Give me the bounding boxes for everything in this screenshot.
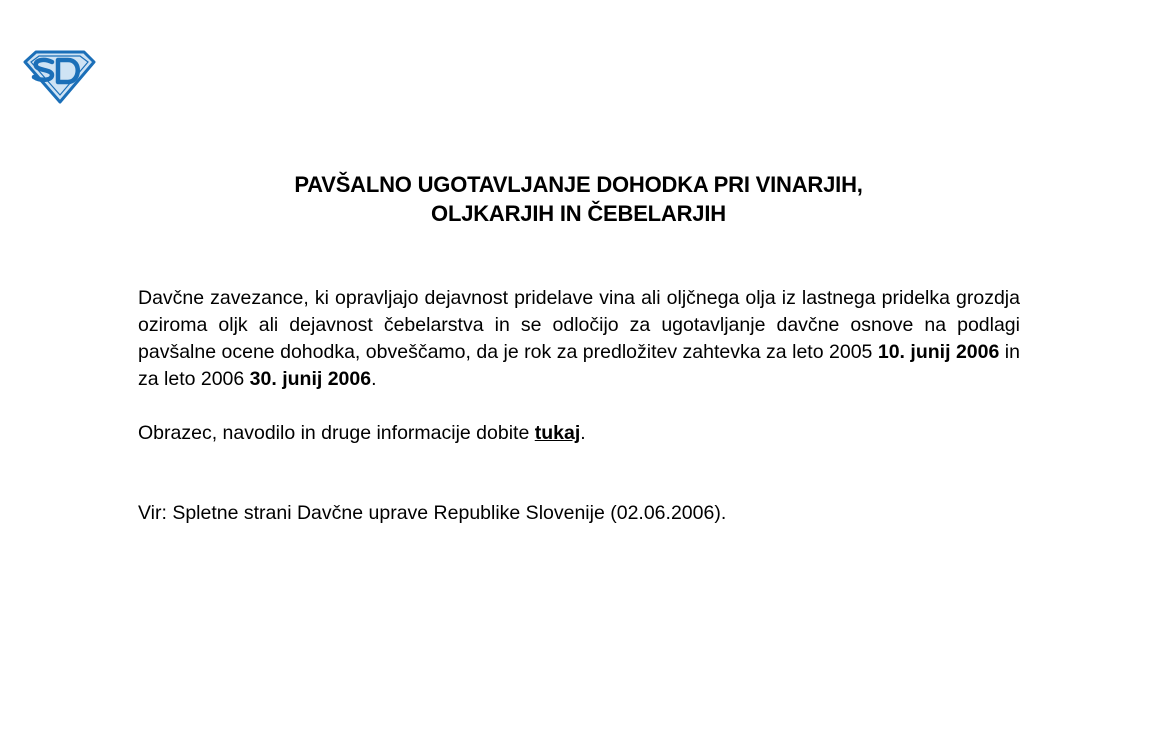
notice-paragraph	[138, 285, 1020, 393]
title-line-1: PAVŠALNO UGOTAVLJANJE DOHODKA PRI VINARJIH,	[294, 172, 863, 197]
title-line-2: OLJKARJIH IN ČEBELARJIH	[431, 201, 726, 226]
notice-middle: in za leto 2006	[138, 341, 1020, 390]
logo	[22, 48, 96, 104]
forms-text: Obrazec, navodilo in druge informacije dobite	[138, 422, 535, 444]
forms-end: .	[580, 422, 586, 444]
sd-shield-logo-icon	[22, 48, 96, 104]
deadline-2006: 30. junij 2006	[249, 368, 372, 390]
page-title	[0, 170, 1157, 228]
notice-end: .	[371, 368, 377, 390]
forms-paragraph	[138, 420, 1020, 447]
here-link[interactable]: tukaj	[534, 422, 581, 444]
deadline-2005: 10. junij 2006	[877, 341, 1000, 363]
source-line: Vir: Spletne strani Davčne uprave Republike Slovenije (02.06.2006).	[138, 502, 727, 524]
notice-intro: Davčne zavezance, ki opravljajo dejavnost pridelave vina ali oljčnega olja iz lastnega pridelka grozdja oziroma oljk ali dejavnost čebelarstva in se odločijo za ugotavljanje davčne osnove na podlagi pavšalne ocene dohodka, obveščamo, da je rok za predložitev zahtevka za leto 2005	[138, 287, 1020, 363]
